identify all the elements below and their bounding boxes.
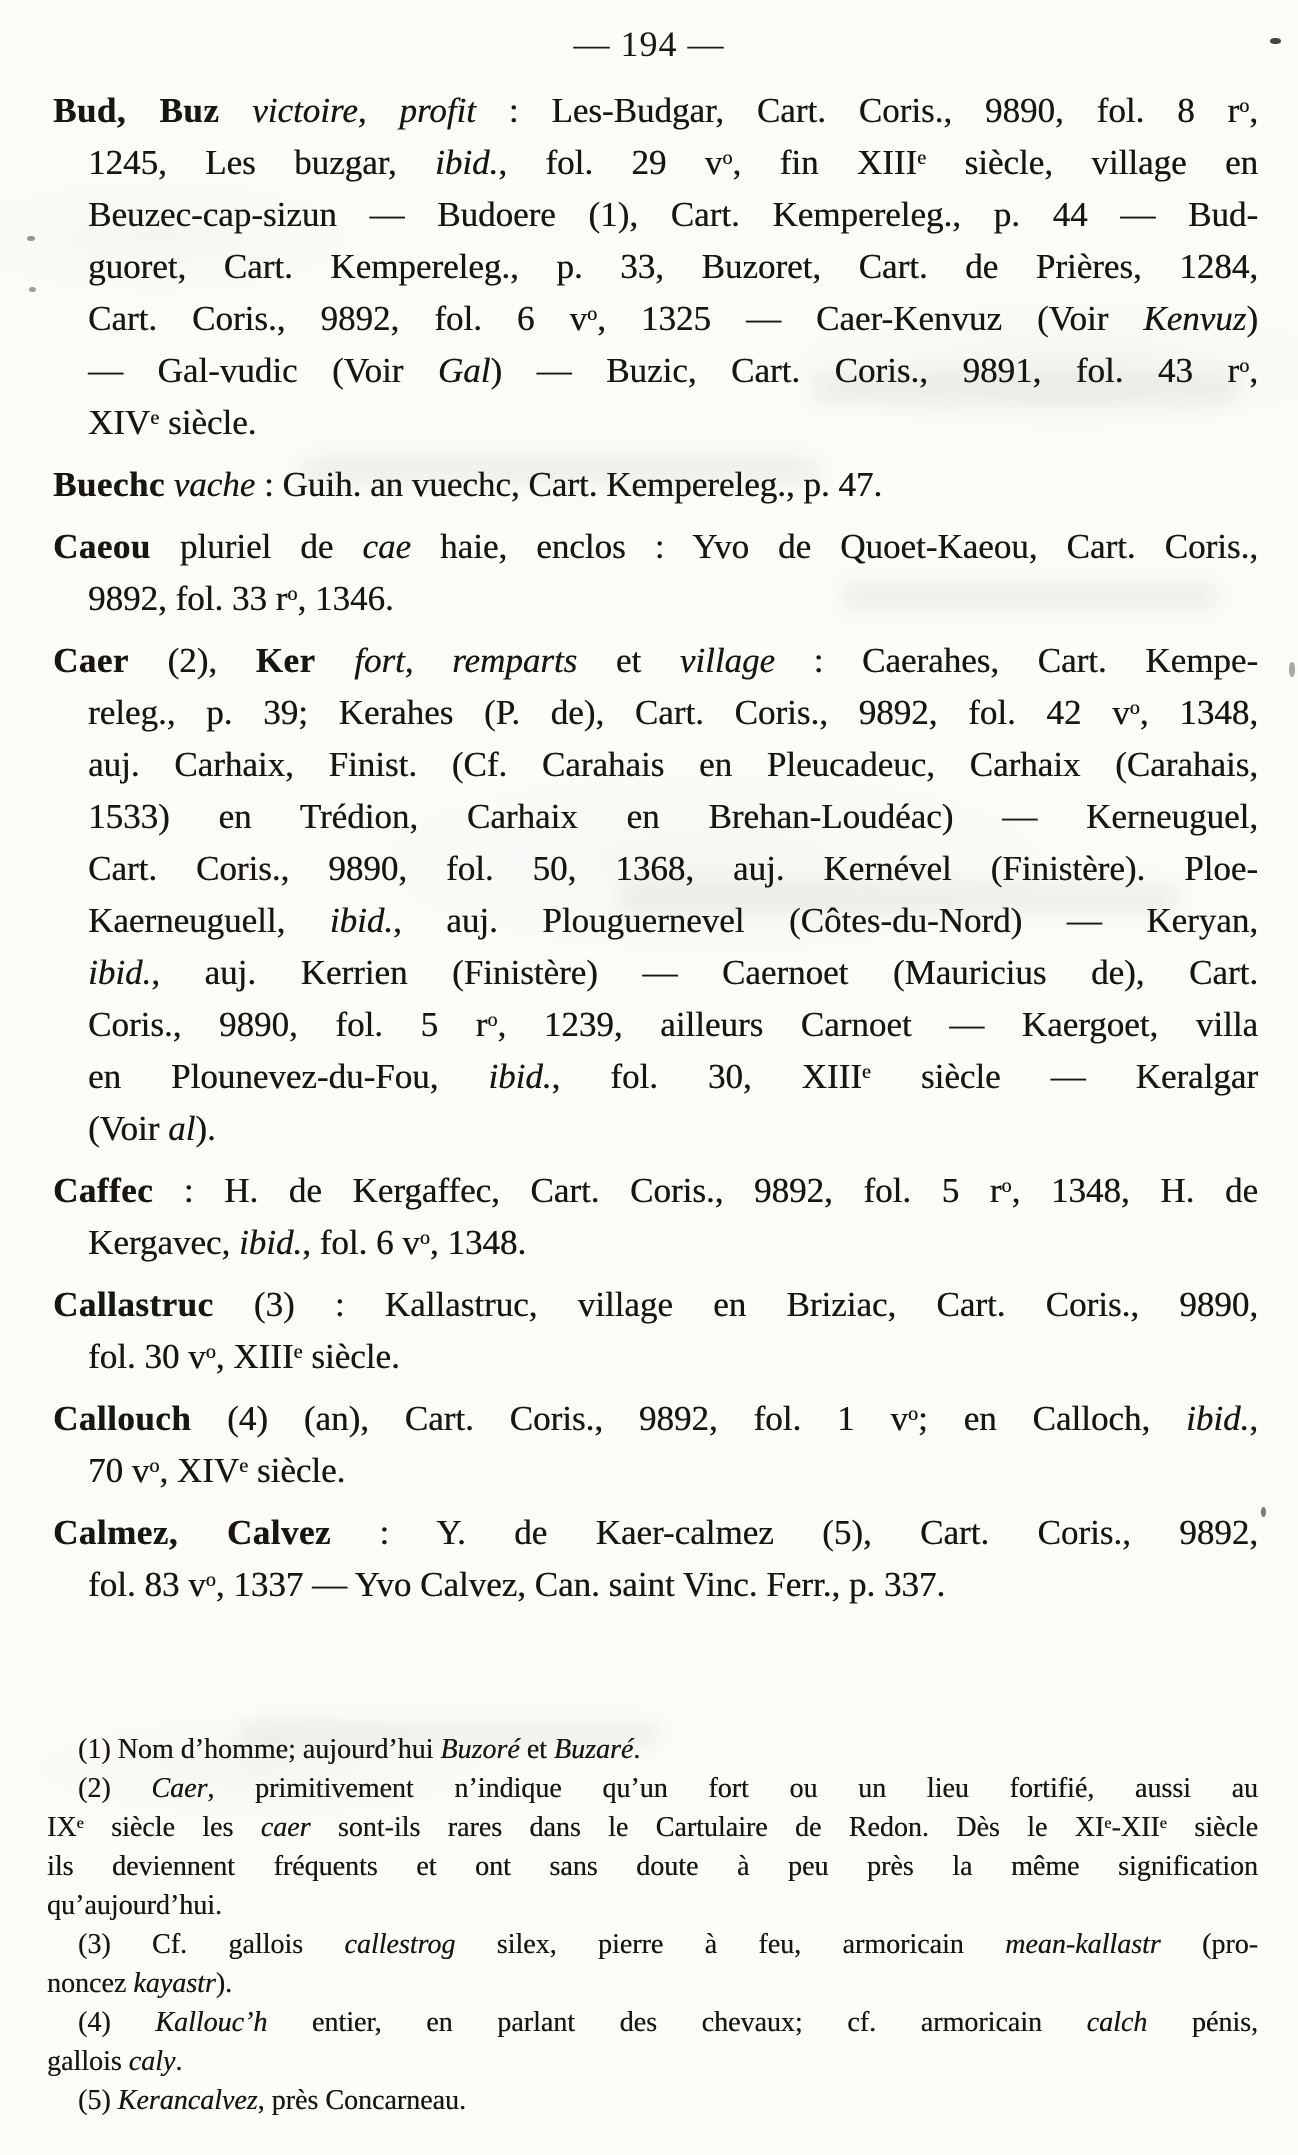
superscript-text: o: [907, 1402, 919, 1425]
text-line: [53, 1445, 1258, 1497]
text-segment: qu’aujourd’hui.: [47, 1890, 222, 1921]
text-line: [53, 1507, 1258, 1559]
superscript-text: o: [205, 1340, 216, 1363]
superscript-text: e: [917, 146, 927, 169]
text-segment: , près Concarneau.: [257, 2085, 466, 2116]
footnote-5: [47, 2081, 1258, 2120]
entries-section: [53, 85, 1258, 1611]
text-line: [53, 1165, 1258, 1217]
entry-callouch: [53, 1393, 1258, 1497]
text-segment: : H. de Kergaffec, Cart. Coris., 9892, fol. 5 r: [153, 1171, 1002, 1210]
text-segment: , 1325 — Caer-Kenvuz (Voir: [597, 299, 1144, 338]
text-line: [47, 1925, 1258, 1964]
italic-text: Buzoré: [440, 1734, 520, 1765]
text-segment: , XIV: [159, 1451, 240, 1490]
text-line: [47, 1964, 1258, 2003]
text-line: [47, 1886, 1258, 1925]
text-line: [53, 1051, 1258, 1103]
text-segment: 1245, Les buzgar,: [88, 143, 436, 182]
text-segment: ,: [1249, 91, 1259, 130]
text-segment: Beuzec-cap-sizun — Budoere (1), Cart. Kempereleg., p. 44 — Bud-: [88, 195, 1258, 234]
text-line: [53, 687, 1258, 739]
italic-text: ibid.: [488, 1057, 552, 1096]
italic-text: village: [679, 641, 775, 680]
text-segment: (4) (an), Cart. Coris., 9892, fol. 1 v: [191, 1399, 908, 1438]
text-line: [47, 2042, 1258, 2081]
text-segment: : Caerahes, Cart. Kempe-: [775, 641, 1259, 680]
italic-text: ibid.: [238, 1223, 303, 1262]
text-segment: (1) Nom d’homme; aujourd’hui: [78, 1734, 441, 1765]
superscript-text: e: [293, 1340, 303, 1363]
italic-text: fort, remparts: [354, 641, 578, 680]
text-segment: Coris., 9890, fol. 5 r: [88, 1005, 488, 1044]
italic-text: victoire, profit: [252, 91, 476, 130]
text-segment: , 1348, H. de: [1011, 1171, 1258, 1210]
text-segment: et: [519, 1734, 554, 1765]
text-line: [53, 791, 1258, 843]
text-segment: (Voir: [88, 1109, 169, 1148]
headword-text: Caeou: [53, 527, 151, 566]
italic-text: Kerancalvez: [117, 2085, 258, 2116]
entry-calmez-calvez: [53, 1507, 1258, 1611]
text-line: [53, 739, 1258, 791]
text-line: [47, 1847, 1258, 1886]
italic-text: ibid.: [329, 901, 393, 940]
text-line: [53, 189, 1258, 241]
scan-speck: [1270, 38, 1281, 44]
text-line: [47, 1769, 1258, 1808]
superscript-text: e: [76, 1813, 84, 1832]
text-line: [47, 2081, 1258, 2120]
text-segment: XIV: [88, 403, 151, 442]
text-segment: IX: [47, 1812, 77, 1843]
scan-speck: [1261, 1507, 1266, 1517]
italic-text: mean-kallastr: [1005, 1929, 1161, 1960]
text-segment: siècle, village en: [926, 143, 1259, 182]
text-line: [47, 2003, 1258, 2042]
headword-text: Calmez, Calvez: [53, 1513, 331, 1552]
italic-text: kayastr: [133, 1968, 216, 1999]
text-segment: ).: [215, 1968, 233, 1999]
text-segment: , 1346.: [297, 579, 394, 618]
text-segment: Kergavec,: [88, 1223, 239, 1262]
footnote-3: [47, 1925, 1258, 2003]
text-segment: ils deviennent fréquents et ont sans doute à peu près la même signification: [47, 1851, 1258, 1882]
text-segment: (2): [78, 1773, 152, 1804]
footnote-2: [47, 1769, 1258, 1925]
text-segment: en Plounevez-du-Fou,: [88, 1057, 489, 1096]
text-line: [47, 1808, 1258, 1847]
text-segment: siècle les: [83, 1812, 261, 1843]
text-segment: , fol. 6 v: [302, 1223, 420, 1262]
text-line: [53, 1279, 1258, 1331]
text-segment: , fol. 29 v: [498, 143, 723, 182]
scan-speck: [27, 236, 35, 241]
headword-text: Caer: [53, 641, 129, 680]
superscript-text: o: [287, 582, 298, 605]
entry-caffec: [53, 1165, 1258, 1269]
text-segment: , auj. Kerrien (Finistère) — Caernoet (Mauricius de), Cart.: [151, 953, 1258, 992]
text-segment: .: [633, 1734, 641, 1765]
text-segment: .: [175, 2046, 183, 2077]
superscript-text: o: [722, 146, 733, 169]
superscript-text: o: [419, 1226, 430, 1249]
text-segment: ; en Calloch,: [918, 1399, 1187, 1438]
text-segment: Cart. Coris., 9890, fol. 50, 1368, auj. Kernével (Finistère). Ploe-: [88, 849, 1258, 888]
text-segment: entier, en parlant des chevaux; cf. armoricain: [267, 2007, 1087, 2038]
italic-text: Kenvuz: [1143, 299, 1247, 338]
text-segment: siècle — Keralgar: [870, 1057, 1258, 1096]
text-segment: , 1348,: [1139, 693, 1258, 732]
text-line: [53, 1559, 1258, 1611]
bleedthrough-smudge: [240, 1721, 660, 1747]
bleedthrough-smudge: [620, 881, 1180, 915]
superscript-text: o: [1239, 354, 1250, 377]
text-segment: [316, 641, 355, 680]
superscript-text: e: [150, 406, 160, 429]
text-segment: siècle: [1166, 1812, 1258, 1843]
text-segment: , 1239, ailleurs Carnoet — Kaergoet, villa: [497, 1005, 1258, 1044]
text-segment: siècle.: [159, 403, 257, 442]
text-segment: gallois: [47, 2046, 129, 2077]
italic-text: vache: [173, 465, 256, 504]
text-segment: , XIII: [215, 1337, 294, 1376]
superscript-text: o: [1001, 1174, 1012, 1197]
italic-text: Kallouc’h: [155, 2007, 268, 2038]
superscript-text: e: [1104, 1813, 1112, 1832]
superscript-text: o: [205, 1568, 216, 1591]
text-segment: (3) Cf. gallois: [78, 1929, 345, 1960]
text-segment: noncez: [47, 1968, 134, 1999]
text-segment: Kaerneuguell,: [88, 901, 330, 940]
text-line: [53, 1331, 1258, 1383]
text-line: [53, 999, 1258, 1051]
scan-speck: [1289, 662, 1295, 677]
text-segment: , fin XIII: [732, 143, 918, 182]
text-segment: ): [1246, 299, 1258, 338]
text-segment: (pro-: [1160, 1929, 1258, 1960]
text-segment: 9892, fol. 33 r: [88, 579, 288, 618]
headword-text: Buechc: [53, 465, 165, 504]
text-segment: releg., p. 39; Kerahes (P. de), Cart. Coris., 9892, fol. 42 v: [88, 693, 1130, 732]
italic-text: ibid.: [435, 143, 499, 182]
bleedthrough-smudge: [300, 456, 820, 486]
text-segment: [165, 465, 174, 504]
italic-text: caer: [260, 1812, 311, 1843]
text-segment: Cart. Coris., 9892, fol. 6 v: [88, 299, 587, 338]
text-segment: (5): [78, 2085, 118, 2116]
text-line: [53, 1217, 1258, 1269]
text-segment: sont-ils rares dans le Cartulaire de Redon. Dès le XI: [310, 1812, 1105, 1843]
headword-text: Callastruc: [53, 1285, 214, 1324]
italic-text: cae: [362, 527, 411, 566]
text-segment: fol. 30 v: [88, 1337, 206, 1376]
superscript-text: e: [1159, 1813, 1167, 1832]
text-segment: et: [577, 641, 680, 680]
footnotes-section: [47, 1730, 1258, 2120]
text-segment: (3) : Kallastruc, village en Briziac, Cart. Coris., 9890,: [213, 1285, 1258, 1324]
entry-callastruc: [53, 1279, 1258, 1383]
text-segment: , 1337 — Yvo Calvez, Can. saint Vinc. Ferr., p. 337.: [215, 1565, 946, 1604]
superscript-text: o: [586, 302, 598, 325]
text-segment: (2),: [128, 641, 256, 680]
text-segment: haie, enclos : Yvo de Quoet-Kaeou, Cart. Coris.,: [411, 527, 1258, 566]
text-segment: : Les-Budgar, Cart. Coris., 9890, fol. 8 r: [475, 91, 1240, 130]
footnote-4: [47, 2003, 1258, 2081]
italic-text: caly: [128, 2046, 176, 2077]
text-segment: ,: [1249, 1399, 1258, 1438]
headword-text: Caffec: [53, 1171, 154, 1210]
italic-text: ibid.: [1186, 1399, 1250, 1438]
text-segment: , primitivement n’indique qu’un fort ou un lieu fortifié, aussi au: [207, 1773, 1258, 1804]
italic-text: ibid.: [88, 953, 152, 992]
bleedthrough-smudge: [810, 371, 1240, 405]
text-segment: guoret, Cart. Kempereleg., p. 33, Buzoret, Cart. de Prières, 1284,: [88, 247, 1258, 286]
text-segment: ).: [195, 1109, 216, 1148]
italic-text: Buzaré: [553, 1734, 634, 1765]
text-line: [53, 521, 1258, 573]
text-segment: -XII: [1111, 1812, 1160, 1843]
text-line: [53, 635, 1258, 687]
text-segment: ) — Buzic, Cart. Coris., 9891, fol. 43 r: [490, 351, 1240, 390]
headword-text: Callouch: [53, 1399, 192, 1438]
text-segment: 70 v: [88, 1451, 150, 1490]
italic-text: al: [168, 1109, 196, 1148]
text-segment: , fol. 30, XIII: [551, 1057, 862, 1096]
bleedthrough-smudge: [840, 581, 1220, 611]
text-line: [53, 293, 1258, 345]
headword-text: Ker: [255, 641, 316, 680]
text-segment: pluriel de: [150, 527, 363, 566]
text-segment: 1533) en Trédion, Carhaix en Brehan-Loudéac) — Kerneuguel,: [88, 797, 1258, 836]
text-segment: siècle.: [248, 1451, 346, 1490]
text-segment: (4): [78, 2007, 156, 2038]
text-segment: siècle.: [302, 1337, 400, 1376]
text-segment: : Y. de Kaer-calmez (5), Cart. Coris., 9892,: [330, 1513, 1258, 1552]
italic-text: Caer: [151, 1773, 208, 1804]
text-segment: [219, 91, 252, 130]
text-segment: pénis,: [1147, 2007, 1258, 2038]
text-line: [53, 1393, 1258, 1445]
text-segment: auj. Carhaix, Finist. (Cf. Carahais en Pleucadeuc, Carhaix (Carahais,: [88, 745, 1258, 784]
text-segment: , auj. Plouguernevel (Côtes-du-Nord) — Keryan,: [392, 901, 1258, 940]
superscript-text: o: [1129, 696, 1140, 719]
scan-speck: [29, 287, 36, 292]
page-number: — 194 —: [573, 24, 725, 64]
text-line: [53, 1103, 1258, 1155]
text-segment: : Guih. an vuechc, Cart. Kempereleg., p. 47.: [255, 465, 883, 504]
text-segment: silex, pierre à feu, armoricain: [455, 1929, 1006, 1960]
superscript-text: e: [861, 1060, 871, 1083]
text-segment: ,: [1249, 351, 1259, 390]
superscript-text: o: [487, 1008, 498, 1031]
italic-text: calch: [1086, 2007, 1148, 2038]
text-line: [53, 947, 1258, 999]
text-line: [53, 241, 1258, 293]
superscript-text: o: [149, 1454, 160, 1477]
text-segment: — Gal-vudic (Voir: [88, 351, 438, 390]
italic-text: Gal: [437, 351, 491, 390]
text-line: [53, 137, 1258, 189]
text-segment: , 1348.: [429, 1223, 527, 1262]
headword-text: Bud, Buz: [53, 91, 220, 130]
superscript-text: e: [239, 1454, 249, 1477]
italic-text: callestrog: [344, 1929, 456, 1960]
text-segment: fol. 83 v: [88, 1565, 206, 1604]
superscript-text: o: [1239, 94, 1250, 117]
text-line: [53, 85, 1258, 137]
